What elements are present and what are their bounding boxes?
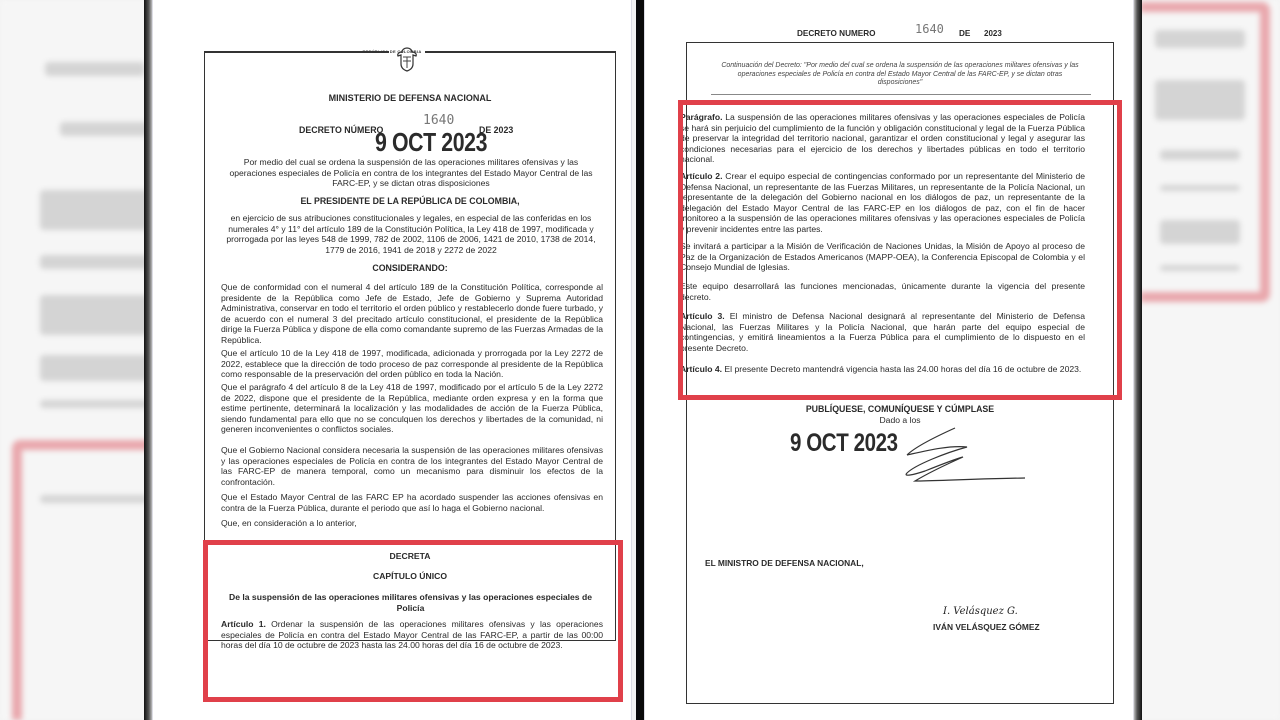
- legal-powers: en ejercicio de sus atribuciones constitucionales y legales, en especial de las conferidas en los numerales 4° y 11° del artículo 189 de la Constitución Política, la Ley 418 de 1997, modificada y prorrogada por las leyes 548 de 1999, 782 de 2002, 1106 de 2006, 1421 de 2010, 1738 de 2014, 1779 de 2016, 1941 de 2018 y 2272 de 2022: [226, 213, 596, 255]
- publiquese-heading: PUBLÍQUESE, COMUNÍQUESE Y CÚMPLASE: [805, 404, 995, 414]
- invitation-paragraph: Se invitará a participar a la Misión de Verificación de Naciones Unidas, la Misión de Apoyo al proceso de Paz de la Organización de Estados Americanos (MAPP-OEA), la Conferencia Episcopal de Colombia y el Consejo Mundial de Iglesias.: [680, 241, 1085, 272]
- minister-name: IVÁN VELÁSQUEZ GÓMEZ: [933, 622, 1040, 632]
- decree-number-label: DECRETO NUMERO: [797, 29, 876, 38]
- president-heading: EL PRESIDENTE DE LA REPÚBLICA DE COLOMBIA,: [300, 196, 520, 206]
- article-3-label: Artículo 3.: [680, 311, 725, 321]
- page-divider: [636, 0, 644, 720]
- dado-label: Dado a los: [879, 415, 921, 425]
- decree-year: 2023: [984, 29, 1002, 38]
- considerando-1: Que de conformidad con el numeral 4 del artículo 189 de la Constitución Política, corresponde al presidente de la República como Jefe de Estado, Jefe de Gobierno y Suprema Autoridad Administrativa, conservar en todo el territorio el orden público y restablecerlo donde fuere turbado, y de acuerdo con el numeral 3 del precitado artículo constitucional, el presidente de la República dirige la Fuerza Pública y dispone de ella como comandante supremo de las Fuerzas Armadas de la República.: [221, 282, 603, 345]
- republica-label: REPÚBLICA DE COLOMBIA: [362, 49, 422, 54]
- considerando-5: Que el Estado Mayor Central de las FARC EP ha acordado suspender las acciones ofensivas en contra de la Fuerza Pública, durante el periodo que así lo haga el Gobierno nacional.: [221, 492, 603, 513]
- signature-president-icon: [885, 425, 1025, 495]
- decree-year: DE 2023: [479, 125, 514, 135]
- paragrafo-text: La suspensión de las operaciones militares ofensivas y las operaciones especiales de Policía se hará sin perjuicio del cumplimiento de la función y obligación constitucional y legal de la Fuerza Pública de preservar la integridad del territorio nacional, garantizar el orden constitucional y legal y asegurar las condiciones necesarias para el ejercicio de los derechos y libertades públicas en todo el territorio nacional.: [680, 112, 1085, 164]
- left-page-shadow: [144, 0, 152, 720]
- considerando-heading: CONSIDERANDO:: [372, 263, 448, 273]
- decree-page-1: [152, 0, 632, 720]
- decree-number-label: DECRETO NÚMERO: [299, 125, 384, 135]
- article-3-text: El ministro de Defensa Nacional designará al representante del Ministerio de Defensa Nacional, las Fuerzas Militares y la Policía Nacional, que harán parte del equipo especial de contingencias, y emitirá lineamientos a la Fuerza Pública para el cumplimiento de lo dispuesto en el presente Decreto.: [680, 311, 1086, 353]
- decree-subject: Por medio del cual se ordena la suspensión de las operaciones militares ofensivas y las operaciones especiales de Policía en contra de los integrantes del Estado Mayor Central de las FARC-EP, y se dictan otras disposiciones: [229, 157, 593, 188]
- continuation-header: Continuación del Decreto: "Por medio del cual se ordena la suspensión de las operaciones militares ofensivas y las operaciones especiales de Policía en contra del Estado Mayor Central de las FARC-EP, y se dictan otras disposiciones": [721, 62, 1079, 87]
- highlight-box-article-1: [203, 540, 623, 702]
- chapter-heading: CAPÍTULO ÚNICO: [373, 571, 447, 581]
- colombia-coat-of-arms-icon: [396, 46, 418, 72]
- article-4-label: Artículo 4.: [680, 364, 723, 374]
- decreta-heading: DECRETA: [389, 551, 431, 561]
- considerando-2: Que el artículo 10 de la Ley 418 de 1997, modificada, adicionada y prorrogada por la Ley 2272 de 2022, establece que la dirección de todo proceso de paz corresponde al presidente de la República como responsable de la preservación del orden público en toda la Nación.: [221, 348, 603, 379]
- decree-page-2: [644, 0, 1134, 720]
- paragrafo-label: Parágrafo.: [680, 112, 723, 122]
- team-paragraph: Este equipo desarrollará las funciones mencionadas, únicamente durante la vigencia del presente decreto.: [680, 281, 1085, 302]
- article-1-label: Artículo 1.: [221, 619, 266, 629]
- date-stamp: 9 OCT 2023: [375, 127, 488, 157]
- right-page-shadow: [1134, 0, 1142, 720]
- chapter-title: De la suspensión de las operaciones militares ofensivas y las operaciones especiales de Policía: [228, 592, 592, 613]
- highlight-box-articles-2-4: [678, 100, 1122, 400]
- ministry-heading: MINISTERIO DE DEFENSA NACIONAL: [328, 93, 492, 103]
- minister-title: EL MINISTRO DE DEFENSA NACIONAL,: [705, 558, 864, 568]
- considerando-3: Que el parágrafo 4 del artículo 8 de la Ley 418 de 1997, modificado por el artículo 5 de la Ley 2272 de 2022, dispone que el presidente de la República, mediante orden expresa y en la forma que estime pertinente, determinará la localización y las modalidades de acción de la Fuerza Pública, siendo fundamental para ello que no se conculquen los derechos y libertades de la comunidad, ni generen inconvenientes o conflictos sociales.: [221, 382, 603, 434]
- considerando-6: Que, en consideración a lo anterior,: [221, 518, 357, 528]
- article-2-text: Crear el equipo especial de contingencias conformado por un representante del Ministerio de Defensa Nacional, un representante de las Fuerzas Militares, un representante de la Policía Nacional, un representante de la delegación del Gobierno nacional en los diálogos de paz, un representante de la delegación del Estado Mayor Central de las FARC-EP en los diálogos de paz, con el fin de hacer monitoreo a la suspensión de las operaciones militares ofensivas y las operaciones especiales de Policía y prevenir incidentes entre las partes.: [680, 171, 1086, 234]
- background-right-blur: [1140, 0, 1280, 720]
- background-left-blur: [0, 0, 150, 720]
- decree-number: 1640: [423, 113, 455, 128]
- article-4-text: El presente Decreto mantendrá vigencia hasta las 24.00 horas del día 16 de octubre de 2023.: [724, 364, 1082, 374]
- minister-signature: I. Velásquez G.: [943, 606, 1018, 617]
- article-1-text: Ordenar la suspensión de las operaciones militares ofensivas y las operaciones especiales de Policía en contra del Estado Mayor Central de las FARC-EP, a partir de las 00:00 horas del día 10 de octubre de 2023 hasta las 24.00 horas del día 16 de octubre de 2023.: [221, 619, 603, 650]
- decree-number: 1640: [915, 22, 944, 36]
- de-label: DE: [959, 29, 971, 38]
- date-stamp: 9 OCT 2023: [790, 429, 898, 457]
- article-2-label: Artículo 2.: [680, 171, 723, 181]
- considerando-4: Que el Gobierno Nacional considera necesaria la suspensión de las operaciones militares ofensivas y las operaciones especiales de Policía en contra de los integrantes del Estado Mayor Central de las FARC-EP de manera temporal, como un mecanismo para disminuir los efectos de la confrontación.: [221, 445, 603, 487]
